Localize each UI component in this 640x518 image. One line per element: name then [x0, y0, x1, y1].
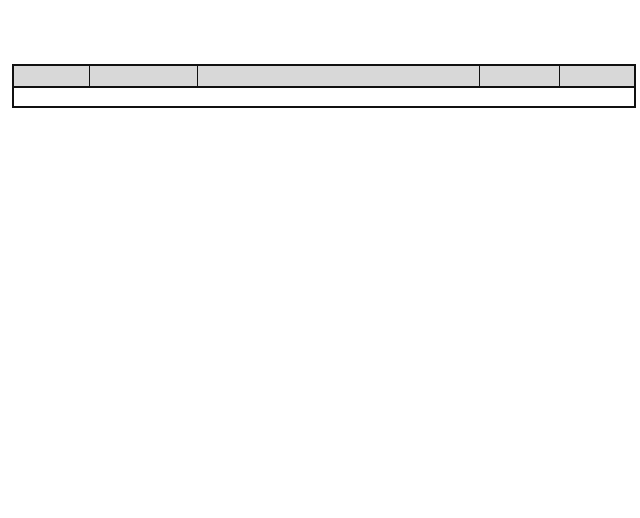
col-departure	[14, 66, 90, 86]
col-destination	[90, 66, 198, 86]
col-period	[198, 66, 480, 86]
table-header	[12, 64, 636, 88]
col-return	[480, 66, 560, 86]
schedule-table	[12, 64, 636, 518]
section-title	[12, 88, 636, 108]
col-arrival	[560, 66, 634, 86]
